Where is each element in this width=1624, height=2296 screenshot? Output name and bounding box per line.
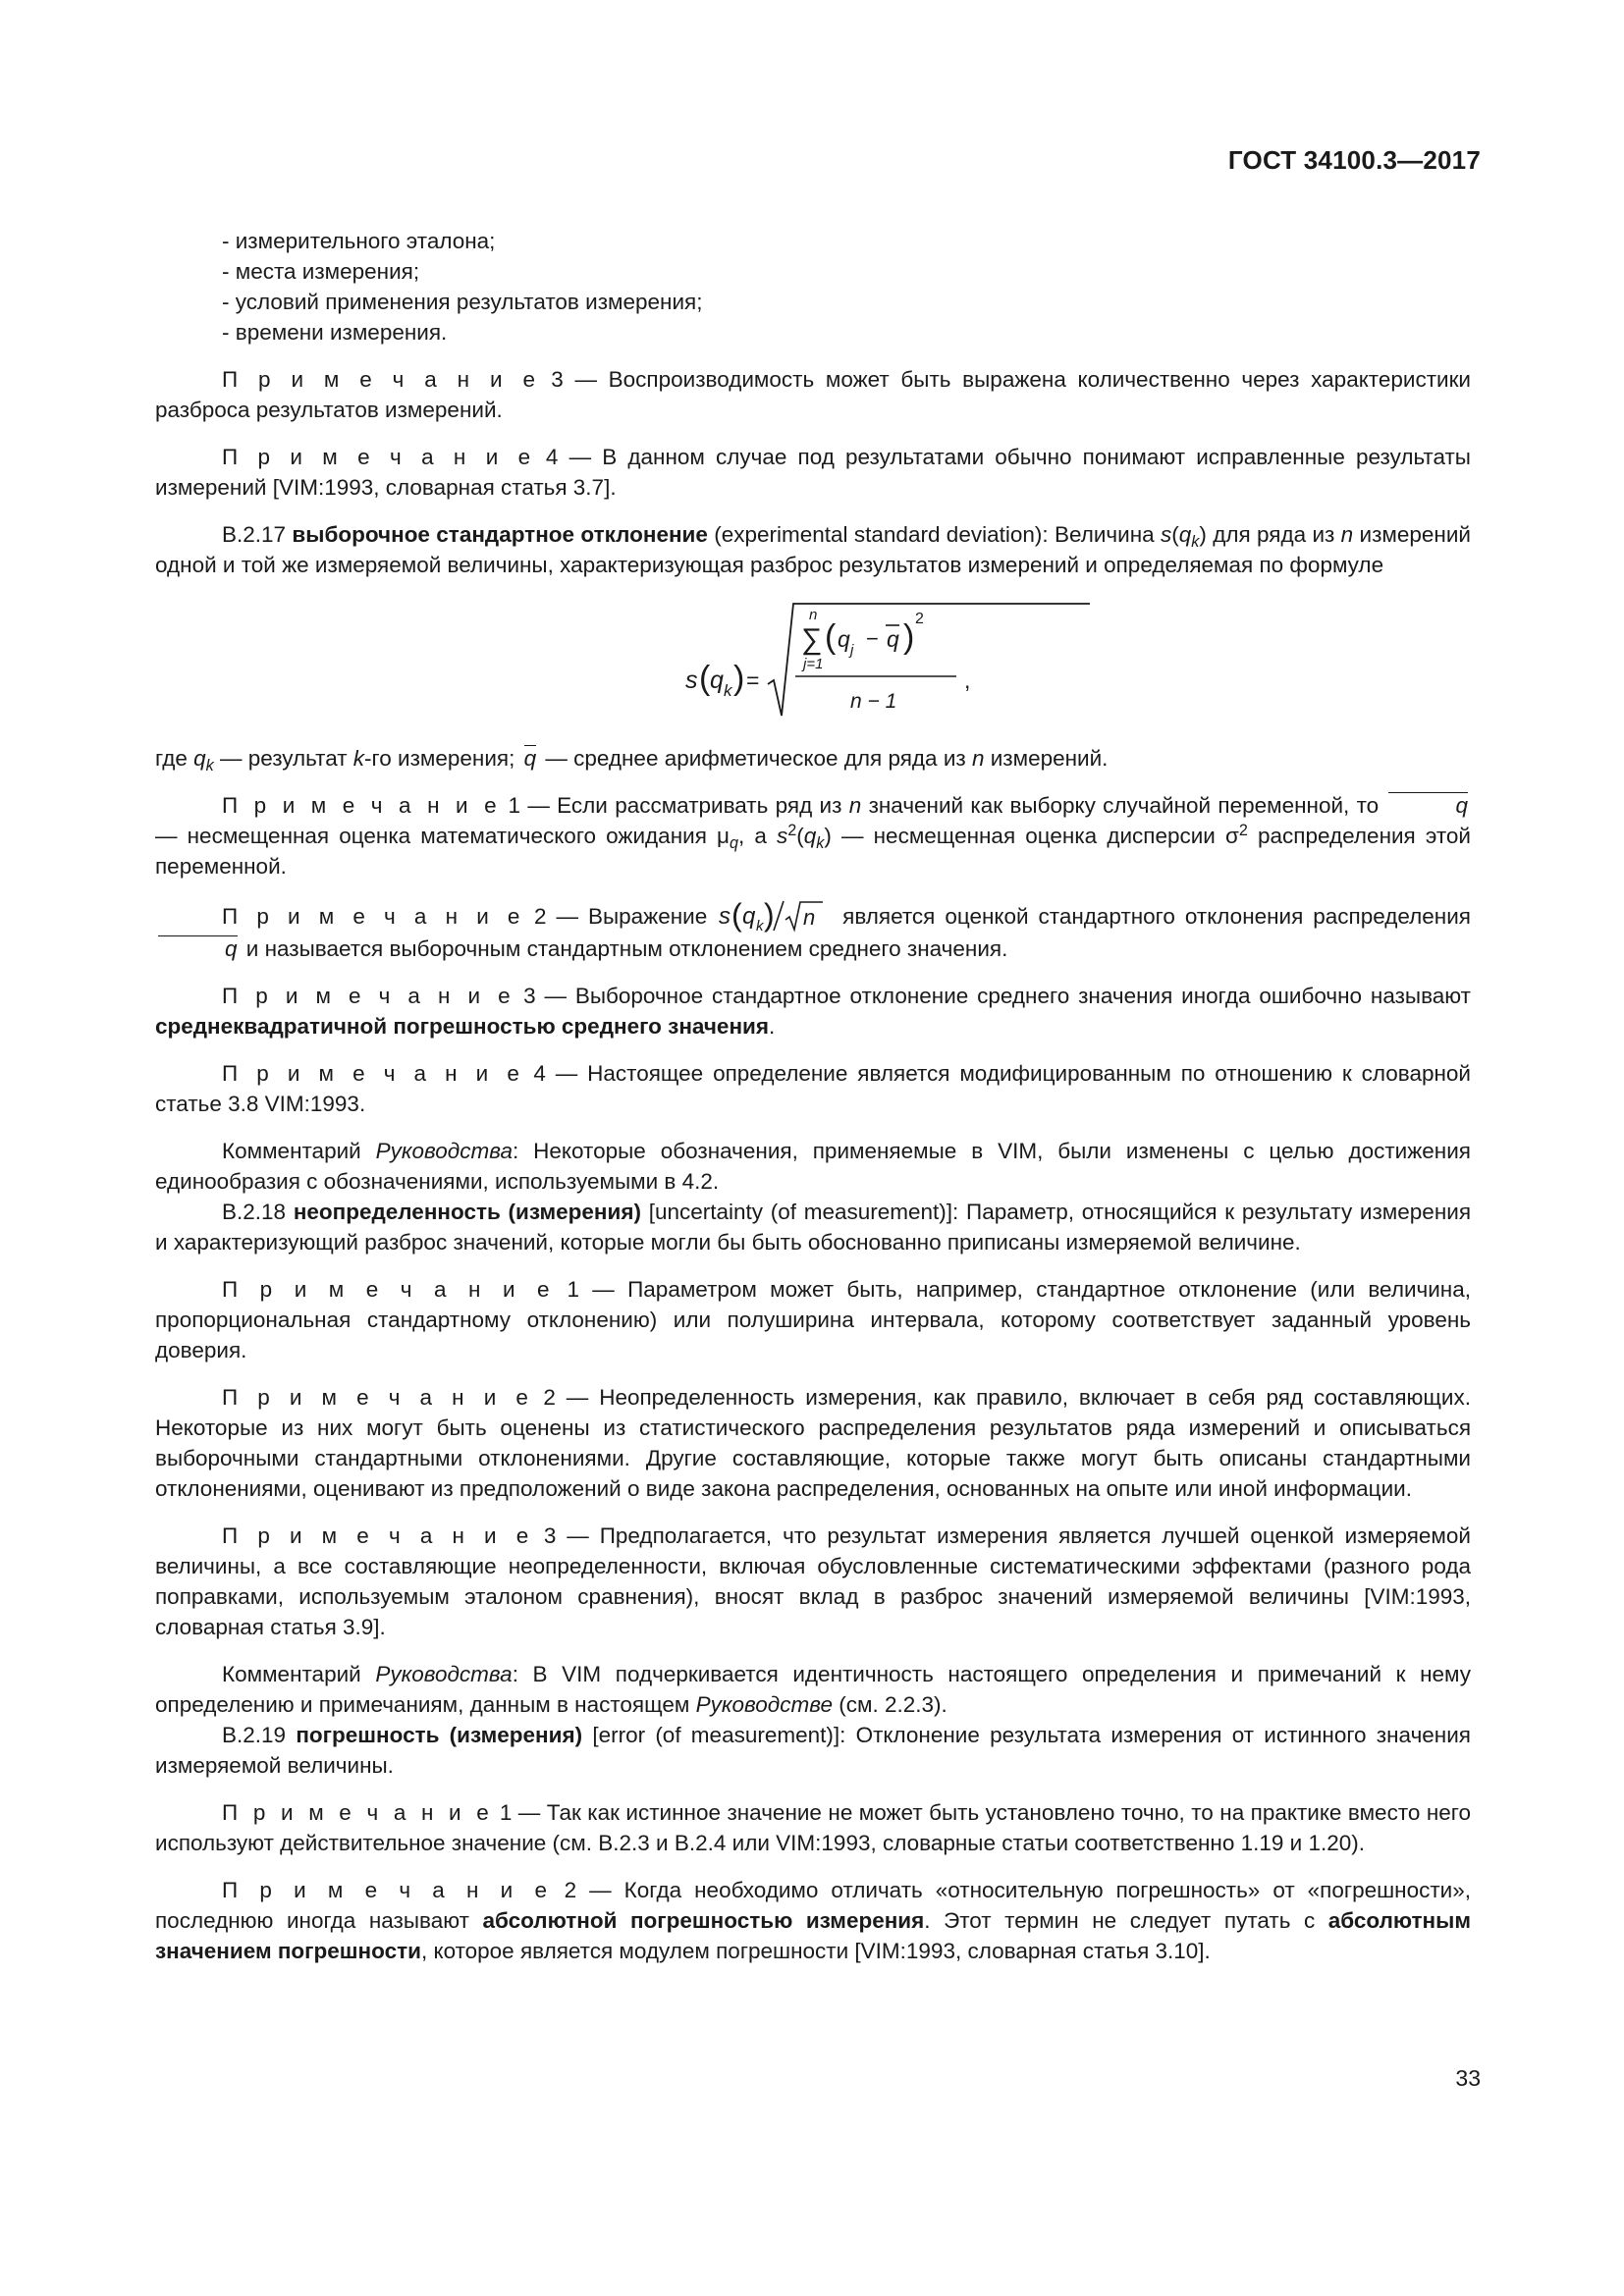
formula-std-deviation <box>155 590 1471 737</box>
svg-text:(: ( <box>825 618 837 656</box>
note-paragraph: П р и м е ч а н и е 2 — Когда необходимо отличать «относительную погрешность» от «погрешности», последнюю иногда называют абсолютной погрешностью измерения. Этот термин не следует путать с абсолютным значением погрешности, которое является модулем погрешности [VIM:1993, словарная статья 3.10]. <box>155 1878 1471 1963</box>
list-item: - времени измерения. <box>222 320 448 345</box>
svg-text:k: k <box>756 918 764 934</box>
note-label: П р и м е ч а н и е <box>222 1061 524 1086</box>
note-paragraph: П р и м е ч а н и е 1 — Если рассматривать ряд из n значений как выборку случайной переменной, то q — несмещенная оценка математического ожидания $\mu_q$, а $s^2(q_k)$ — несмещенная оценка дисперсии $\sigma^2$ распределения этой переменной. <box>155 790 1471 881</box>
guide-comment: Комментарий Руководства: Некоторые обозначения, применяемые в VIM, были изменены с целью достижения единообразия с обозначениями, используемыми в 4.2. <box>155 1139 1471 1194</box>
note-label: П р и м е ч а н и е <box>222 1385 533 1410</box>
note-label: П р и м е ч а н и е <box>222 445 535 469</box>
sum-symbol: ∑ <box>801 623 823 656</box>
note-label: П р и м е ч а н и е <box>222 367 540 392</box>
svg-text:,: , <box>964 667 971 693</box>
q-mean-symbol: q <box>521 743 540 774</box>
svg-text:n − 1: n − 1 <box>850 690 897 713</box>
page-number: 33 <box>1455 2065 1481 2091</box>
expression-s-over-sqrt-n <box>717 898 833 934</box>
term: погрешность (измерения) <box>296 1723 583 1747</box>
note-paragraph: П р и м е ч а н и е 4 — Настоящее определение является модифицированным по отношению к словарной статье 3.8 VIM:1993. <box>155 1061 1471 1116</box>
svg-text:): ) <box>764 898 775 933</box>
note-label: П р и м е ч а н и е <box>222 1523 533 1548</box>
svg-text:2: 2 <box>915 611 924 627</box>
formula-s: s <box>685 667 698 694</box>
clause-number: В.2.19 <box>222 1723 287 1747</box>
definition-b219: В.2.19 погрешность (измерения) [error (of measurement)]: Отклонение результата измерения от истинного значения измеряемой величины. <box>155 1723 1471 1778</box>
svg-text:n: n <box>803 905 816 930</box>
document-code: ГОСТ 34100.3—2017 <box>1227 145 1481 175</box>
svg-text:q: q <box>838 626 850 652</box>
note-paragraph: П р и м е ч а н и е 2 — Выражение s ( q k ) n является оценкой стандартного отклонения распределения q и называется выборочным стандартным отклонением среднего значения. <box>155 898 1471 964</box>
note-paragraph: П р и м е ч а н и е 2 — Неопределенность измерения, как правило, включает в себя ряд составляющих. Некоторые из них могут быть оценены из статистического распределения результатов ряда измерений и описываться выборочными стандартными отклонениями. Другие составляющие, которые также могут быть описаны стандартными отклонениями, оценивают из предположений о виде закона распределения, основанных на опыте или иной информации. <box>155 1385 1471 1501</box>
definition-b218: В.2.18 неопределенность (измерения) [uncertainty (of measurement)]: Параметр, относящийся к результату измерения и характеризующий разброс значений, которые могли бы быть обоснованно приписаны измеряемой величине. <box>155 1200 1471 1255</box>
q-mean-symbol: q <box>155 934 241 964</box>
note-label: П р и м е ч а н и е <box>222 1800 494 1825</box>
clause-number: В.2.18 <box>222 1200 287 1224</box>
svg-text:q: q <box>742 903 756 930</box>
svg-text:q: q <box>887 626 899 652</box>
note-label: П р и м е ч а н и е <box>222 793 502 818</box>
svg-text:): ) <box>733 660 745 697</box>
term: выборочное стандартное отклонение <box>292 522 708 547</box>
guide-comment: Комментарий Руководства: В VIM подчеркивается идентичность настоящего определения и примечаний к нему определению и примечаниям, данным в настоящем Руководстве (см. 2.2.3). <box>155 1662 1471 1717</box>
svg-text:(: ( <box>699 660 711 697</box>
list-item: - условий применения результатов измерения; <box>222 290 703 314</box>
svg-text:(: ( <box>731 898 742 933</box>
svg-text:−: − <box>866 626 879 651</box>
formula-svg <box>685 590 1098 737</box>
list-item: - измерительного эталона; <box>222 229 496 253</box>
note-paragraph: П р и м е ч а н и е 3 — Предполагается, что результат измерения является лучшей оценкой измеряемой величины, а все составляющие неопределенности, включая обусловленные систематическими эффектами (разного рода поправками, используемым эталоном сравнения), вносят вклад в разброс значений измеряемой величины [VIM:1993, словарная статья 3.9]. <box>155 1523 1471 1639</box>
note-paragraph: П р и м е ч а н и е 1 — Параметром может быть, например, стандартное отклонение (или величина, пропорциональная стандартному отклонению) или полуширина интервала, которому соответствует заданный уровень доверия. <box>155 1277 1471 1362</box>
svg-text:n: n <box>809 607 818 623</box>
condition-list <box>155 226 1471 347</box>
note-paragraph: П р и м е ч а н и е 1 — Так как истинное значение не может быть установлено точно, то на практике вместо него используют действительное значение (см. В.2.3 и В.2.4 или VIM:1993, словарные статьи соответственно 1.19 и 1.20). <box>155 1800 1471 1855</box>
note-paragraph: П р и м е ч а н и е 3 — Воспроизводимость может быть выражена количественно через характеристики разброса результатов измерений. <box>155 367 1471 422</box>
note-paragraph: П р и м е ч а н и е 3 — Выборочное стандартное отклонение среднего значения иногда ошибочно называют среднеквадратичной погрешностью среднего значения. <box>155 984 1471 1039</box>
svg-text:): ) <box>903 618 915 656</box>
list-item: - места измерения; <box>222 259 420 284</box>
note-paragraph: П р и м е ч а н и е 4 — В данном случае под результатами обычно понимают исправленные результаты измерений [VIM:1993, словарная статья 3.7]. <box>155 445 1471 500</box>
note-label: П р и м е ч а н и е <box>222 904 525 929</box>
svg-text:=: = <box>746 667 760 693</box>
note-label: П р и м е ч а н и е <box>222 1878 552 1902</box>
svg-text:j=1: j=1 <box>803 656 824 672</box>
page-body <box>155 226 1471 1966</box>
note-label: П р и м е ч а н и е <box>222 1277 555 1302</box>
note-label: П р и м е ч а н и е <box>222 984 515 1008</box>
q-mean-symbol: q <box>1385 790 1471 821</box>
svg-text:q: q <box>710 667 724 694</box>
formula-explanation: где $q_k$ — результат k-го измерения; q — среднее арифметическое для ряда из n измерений. <box>155 743 1471 774</box>
term: неопределенность (измерения) <box>293 1200 641 1224</box>
svg-text:j: j <box>850 642 854 659</box>
definition-b217: В.2.17 выборочное стандартное отклонение (experimental standard deviation): Величина $s(q_k)$ для ряда из n измерений одной и той же измеряемой величины, характеризующая разброс результатов измерений и определяемая по формуле <box>155 522 1471 577</box>
svg-text:k: k <box>724 681 732 700</box>
clause-number: В.2.17 <box>222 522 287 547</box>
svg-text:s: s <box>719 903 731 930</box>
